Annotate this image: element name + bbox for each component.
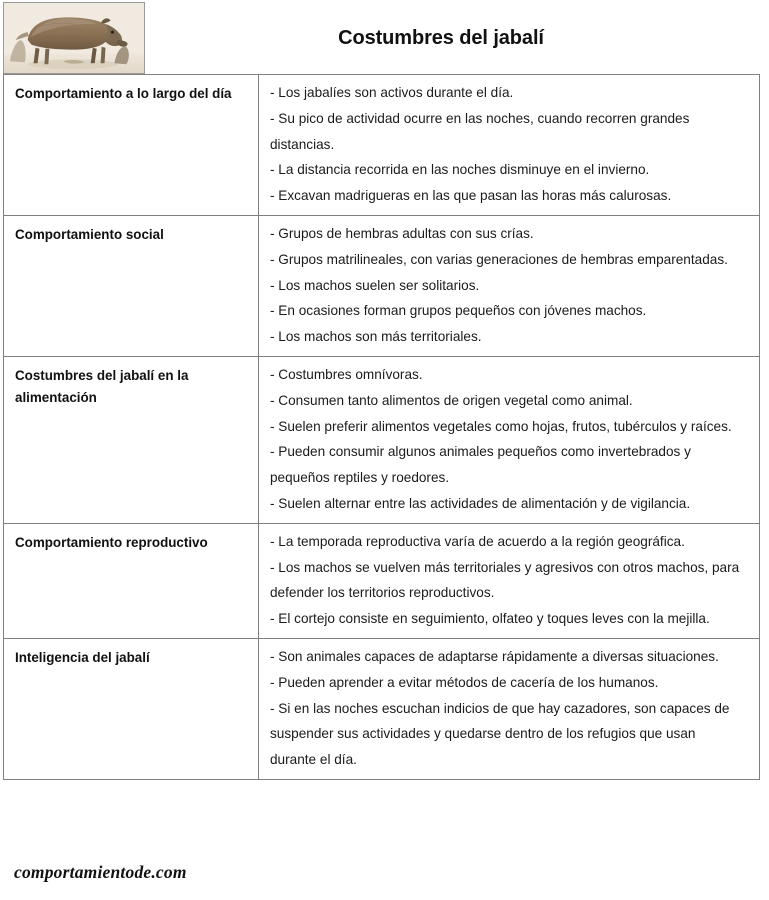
row-label-text: Comportamiento a lo largo del día — [15, 86, 232, 101]
footer — [14, 862, 187, 883]
list-item: - Son animales capaces de adaptarse rápidamente a diversas situaciones. — [270, 648, 719, 664]
title-cell — [145, 2, 757, 74]
wild-boar-engraving-icon — [4, 3, 144, 73]
habits-table — [3, 74, 760, 780]
table-row — [4, 356, 760, 523]
header-band — [3, 2, 757, 74]
row-label-text: Comportamiento social — [15, 226, 164, 242]
table-row — [4, 75, 760, 216]
row-label-cell — [4, 523, 259, 638]
row-label-wrapper — [4, 524, 258, 562]
row-label-wrapper — [4, 357, 258, 417]
row-content-cell — [259, 523, 760, 638]
bullet-list — [259, 75, 759, 215]
bullet-list — [259, 216, 759, 356]
row-content-cell — [259, 638, 760, 779]
list-item: - Los machos son más territoriales. — [270, 329, 482, 345]
habits-table-body — [4, 75, 760, 780]
list-item: - Los machos suelen ser solitarios. — [270, 277, 480, 293]
table-row — [4, 523, 760, 638]
list-item: - Los jabalíes son activos durante el día. — [270, 85, 514, 100]
row-label-text: Comportamiento reproductivo — [15, 534, 208, 550]
row-label-wrapper — [4, 639, 258, 677]
list-item: - La temporada reproductiva varía de acuerdo a la región geográfica. — [270, 533, 685, 549]
page-title: Costumbres del jabalí — [338, 26, 544, 49]
table-row — [4, 638, 760, 779]
list-item: - La distancia recorrida en las noches disminuye en el invierno. — [270, 162, 650, 178]
bullet-list — [259, 357, 759, 523]
row-content-cell — [259, 215, 760, 356]
list-item: - Excavan madrigueras en las que pasan las horas más calurosas. — [270, 188, 672, 204]
site-brand: comportamientode.com — [14, 862, 187, 882]
row-label-cell — [4, 638, 259, 779]
table-row — [4, 215, 760, 356]
row-label-text: Inteligencia del jabalí — [15, 649, 150, 665]
list-item: - Suelen preferir alimentos vegetales como hojas, frutos, tubérculos y raíces. — [270, 418, 732, 434]
list-item: - Costumbres omnívoras. — [270, 366, 423, 382]
list-item: - Grupos matrilineales, con varias generaciones de hembras emparentadas. — [270, 251, 728, 267]
list-item: - En ocasiones forman grupos pequeños con jóvenes machos. — [270, 303, 647, 319]
bullet-list — [259, 639, 759, 779]
list-item: - Suelen alternar entre las actividades de alimentación y de vigilancia. — [270, 495, 691, 511]
row-label-cell — [4, 356, 259, 523]
row-label-wrapper — [4, 216, 258, 254]
list-item: - El cortejo consiste en seguimiento, olfateo y toques leves con la mejilla. — [270, 611, 710, 627]
list-item: - Grupos de hembras adultas con sus crías. — [270, 225, 534, 241]
list-item: - Pueden consumir algunos animales pequeños como invertebrados y pequeños reptiles y roedores. — [270, 444, 691, 486]
row-label-cell — [4, 75, 259, 216]
row-content-cell — [259, 75, 760, 216]
list-item: - Su pico de actividad ocurre en las noches, cuando recorren grandes distancias. — [270, 110, 690, 152]
row-label-cell — [4, 215, 259, 356]
list-item: - Pueden aprender a evitar métodos de cacería de los humanos. — [270, 674, 659, 690]
wild-boar-illustration — [3, 2, 145, 74]
list-item: - Consumen tanto alimentos de origen vegetal como animal. — [270, 392, 633, 408]
row-label-wrapper — [4, 75, 258, 113]
bullet-list — [259, 524, 759, 638]
row-content-cell — [259, 356, 760, 523]
row-label-text: Costumbres del jabalí en la alimentación — [15, 367, 189, 405]
list-item: - Si en las noches escuchan indicios de que hay cazadores, son capaces de suspender sus actividades y quedarse dentro de los refugios que usan durante el día. — [270, 700, 730, 768]
list-item: - Los machos se vuelven más territoriales y agresivos con otros machos, para defender los territorios reproductivos. — [270, 559, 740, 601]
